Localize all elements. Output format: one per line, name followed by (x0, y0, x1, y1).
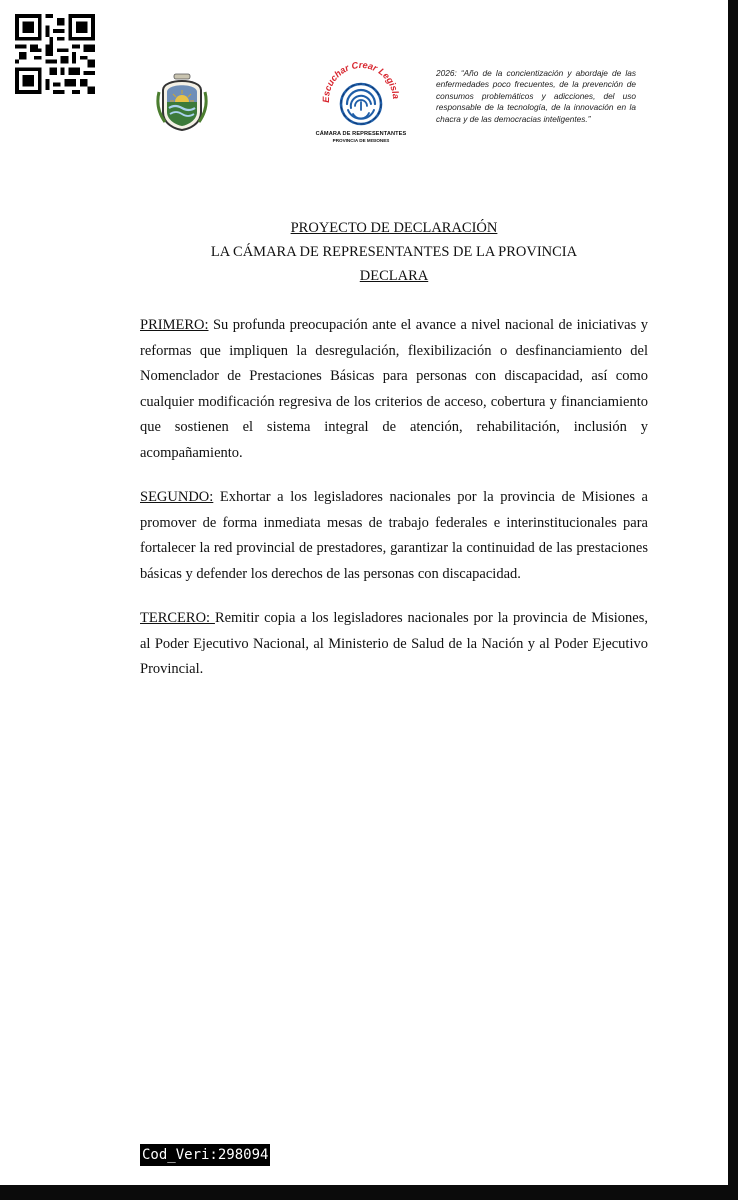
article-text: Su profunda preocupación ante el avance a nivel nacional de iniciativas y reformas que impliquen la desregulación, flexibilización o desfinanciamiento del Nomenclador de Prestaciones Básicas para personas con discapacidad, así como cualquier modificación regresiva de los criterios de acceso, cobertura y financiamiento que sostienen el sistema integral de atención, rehabilitación, inclusión y acompañamiento. (140, 317, 648, 461)
document-title: PROYECTO DE DECLARACIÓN (290, 220, 498, 236)
camara-logo (310, 52, 412, 144)
article-label: SEGUNDO: (140, 489, 214, 505)
camara-fingerprint-logo (310, 52, 412, 130)
article-label: TERCERO: (140, 610, 215, 626)
article-label: PRIMERO: (140, 317, 209, 333)
article-segundo (140, 485, 648, 587)
camara-caption-line1: CÁMARA DE REPRESENTANTES (315, 131, 407, 137)
title-block (140, 216, 648, 288)
provincial-coat-of-arms (155, 72, 209, 132)
year-motto: 2026: “Año de la concientización y abordaje de las enfermedades poco frecuentes, de la prevención de consumos problemáticos y adicciones, del uso responsable de la tecnología, de la innovación en la chacra y de las democracias inteligentes.” (436, 68, 636, 124)
document-subtitle: LA CÁMARA DE REPRESENTANTES DE LA PROVINCIA (210, 244, 578, 260)
article-text: Exhortar a los legisladores nacionales por la provincia de Misiones a promover de forma inmediata mesas de trabajo federales e interinstitucionales para fortalecer la red provincial de prestadores, garantizar la continuidad de las prestaciones básicas y defender los derechos de las personas con discapacidad. (140, 489, 648, 582)
article-primero (140, 313, 648, 467)
svg-text:Escuchar Crear Legislar: Escuchar Crear Legisla (320, 59, 402, 103)
article-tercero (140, 606, 648, 683)
declara-heading: DECLARA (359, 268, 429, 284)
camara-caption-line2: PROVINCIA DE MISIONES (332, 138, 390, 143)
article-text: Remitir copia a los legisladores nacionales por la provincia de Misiones, al Poder Ejecutivo Nacional, al Ministerio de Salud de la Nación y al Poder Ejecutivo Provincial. (140, 610, 648, 678)
verification-code: Cod_Veri:298094 (140, 1144, 270, 1166)
qr-code-icon (14, 14, 96, 94)
